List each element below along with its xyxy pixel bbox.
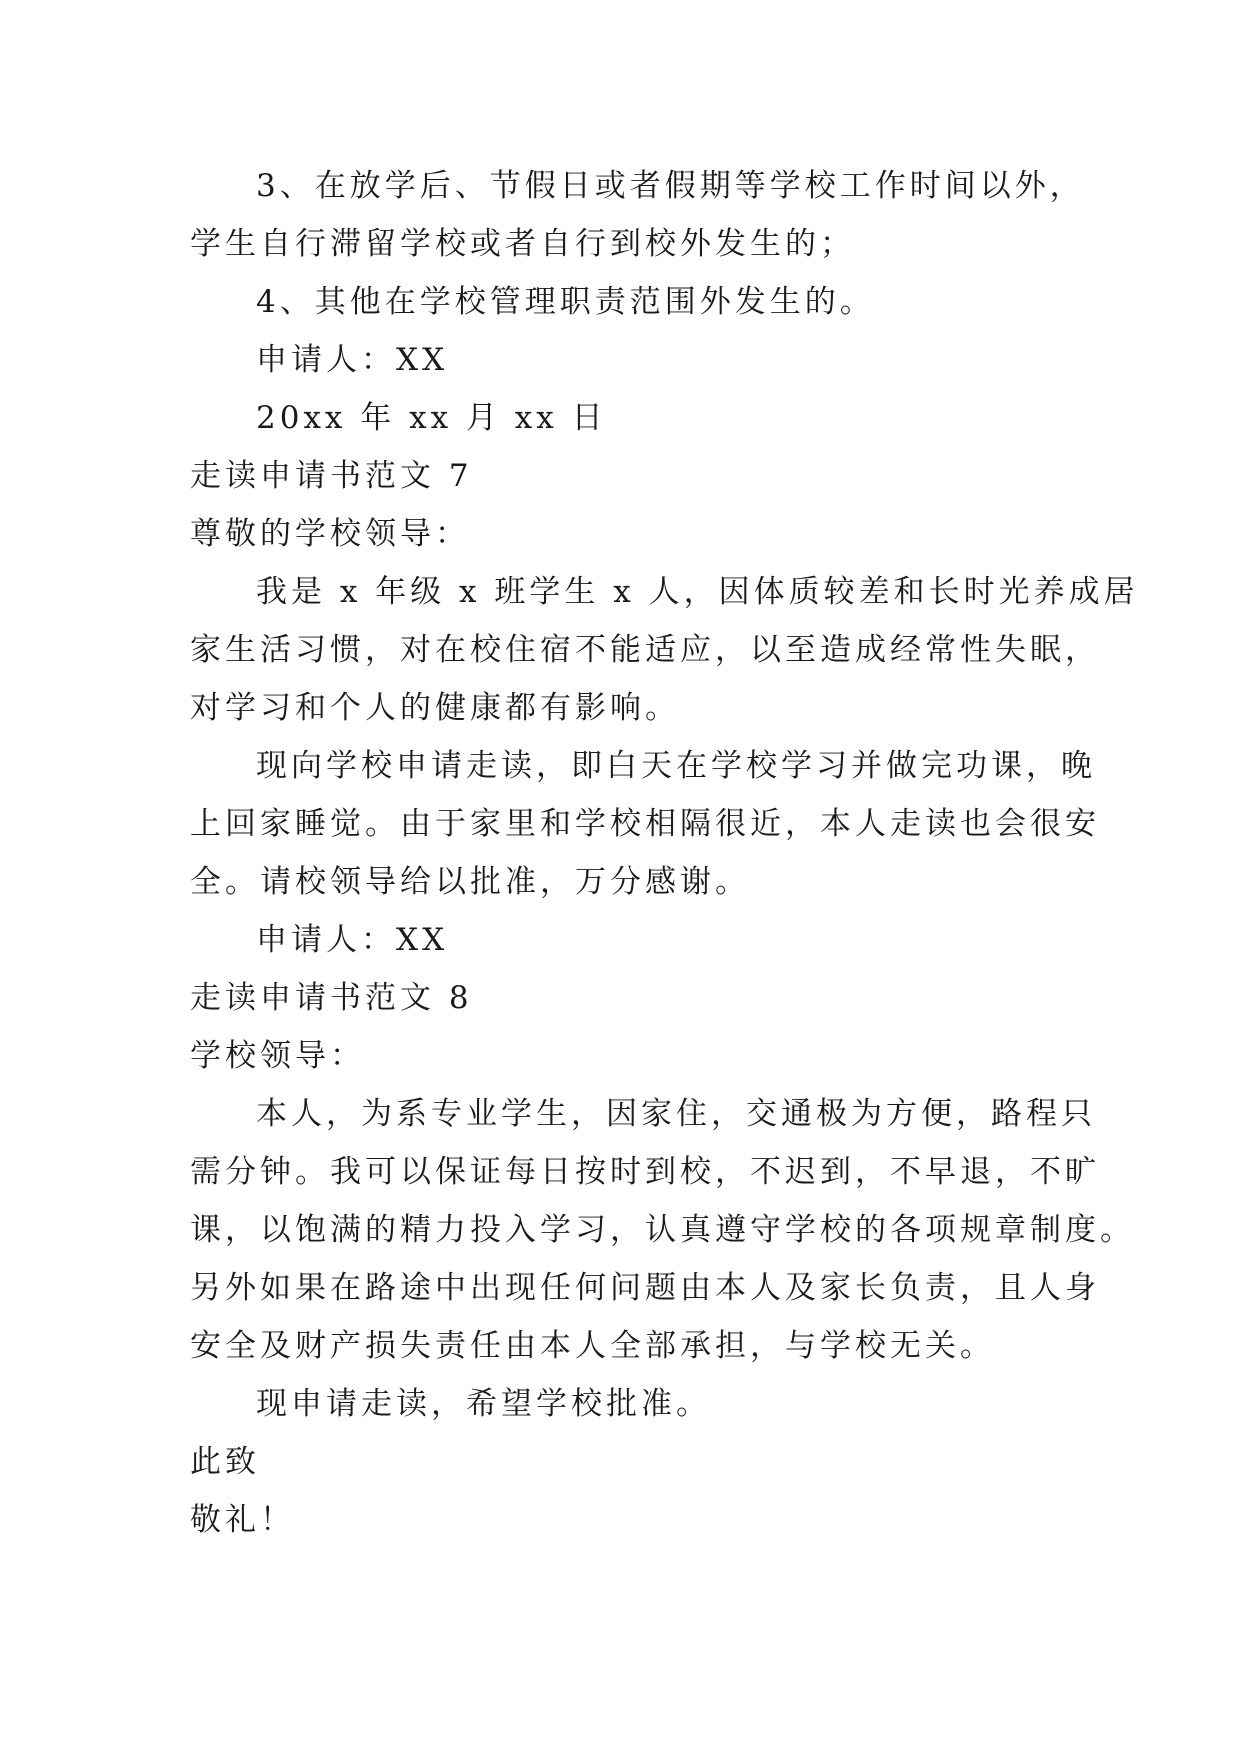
salutation: 学校领导：	[190, 1038, 365, 1074]
paragraph-line: 全。请校领导给以批准，万分感谢。	[190, 864, 750, 900]
paragraph-line: 安全及财产损失责任由本人全部承担，与学校无关。	[190, 1328, 995, 1364]
paragraph-line: 本人，为系专业学生，因家住，交通极为方便，路程只	[256, 1096, 1096, 1132]
paragraph-line: 对学习和个人的健康都有影响。	[190, 690, 680, 726]
paragraph-line: 需分钟。我可以保证每日按时到校，不迟到，不早退，不旷	[190, 1154, 1100, 1190]
paragraph-line: 另外如果在路途中出现任何问题由本人及家长负责，且人身	[190, 1270, 1100, 1306]
section-title: 走读申请书范文 8	[190, 980, 473, 1016]
applicant-signature: 申请人：XX	[256, 342, 449, 378]
paragraph-line: 现申请走读，希望学校批准。	[256, 1386, 711, 1422]
paragraph-line: 我是 x 年级 x 班学生 x 人，因体质较差和长时光养成居	[256, 574, 1139, 610]
paragraph-line: 3、在放学后、节假日或者假期等学校工作时间以外，	[256, 168, 1085, 204]
closing-line: 此致	[190, 1444, 260, 1480]
date-line: 20xx 年 xx 月 xx 日	[256, 400, 607, 436]
salutation: 尊敬的学校领导：	[190, 516, 470, 552]
closing-line: 敬礼！	[190, 1502, 295, 1538]
paragraph-line: 课，以饱满的精力投入学习，认真遵守学校的各项规章制度。	[190, 1212, 1135, 1248]
paragraph-line: 家生活习惯，对在校住宿不能适应，以至造成经常性失眠，	[190, 632, 1100, 668]
applicant-signature: 申请人：XX	[256, 922, 449, 958]
paragraph-line: 4、其他在学校管理职责范围外发生的。	[256, 284, 875, 320]
paragraph-line: 学生自行滞留学校或者自行到校外发生的；	[190, 226, 855, 262]
paragraph-line: 上回家睡觉。由于家里和学校相隔很近，本人走读也会很安	[190, 806, 1100, 842]
paragraph-line: 现向学校申请走读，即白天在学校学习并做完功课，晚	[256, 748, 1096, 784]
section-title: 走读申请书范文 7	[190, 458, 473, 494]
